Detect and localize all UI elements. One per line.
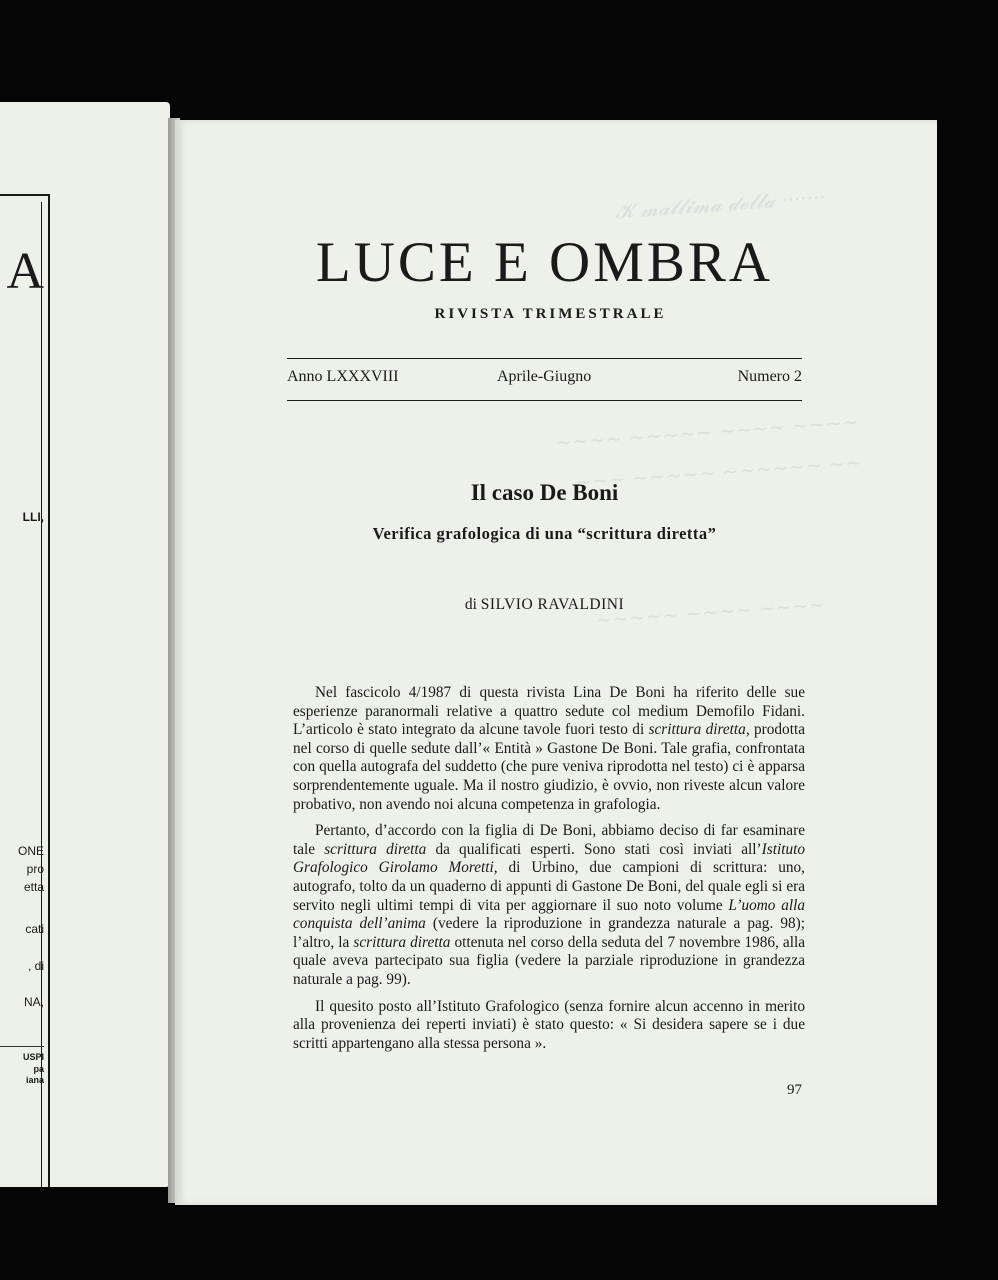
masthead: [287, 228, 802, 298]
left-page-fragment: LLI,: [22, 510, 44, 524]
left-page-border-frame: [0, 194, 50, 1187]
left-page-fragment: etta: [23, 880, 44, 894]
article-body: [293, 684, 805, 1061]
journal-page: 𝓚 𝓶𝓪𝓵𝓵𝓲𝓶𝓪 𝓭𝓮𝓵𝓵𝓪 ······· ~~~~ ~~~~~ ~~~~ ~~~~ ~~~ ~~~~~ ~~~~~~ ~~ ~~~~~ ~~~~ ~~~~ LUCE E OMBRA RIVISTA TRIMESTRALE Anno LXXXVIII Aprile-Giugno Numero 2 Il caso De Boni Verifica grafologica di una “scrittura diretta” di SILVIO RAVALDINI Nel fascicolo 4/1987 di questa rivista Lina De Boni ha riferito delle sue esperienze paranormali relative a quattro sedute col medium Demofilo Fidani. L’articolo è stato integrato da alcune tavole fuori testo di scrittura diretta, prodotta nel corso di quelle sedute dall’« Entità » Gastone De Boni. Tale grafia, confrontata con quella autografa del suddetto (che pure veniva riprodotta nel testo) ci è apparsa sorprendentemente uguale. Ma il nostro giudizio, è ovvio, non riveste alcun valore probativo, non avendo noi alcuna competenza in grafologia. Pertanto, d’accordo con la figlia di De Boni, abbiamo deciso di far esaminare tale scrittura diretta da qualificati esperti. Sono stati così inviati all’Istituto Grafologico Girolamo Moretti, di Urbino, due campioni di scrittura: uno, autografo, tolto da un quaderno di appunti di Gastone De Boni, del quale egli si era servito negli ultimi tempi di vita per aggiornare il suo noto volume L’uomo alla conquista dell’anima (vedere la riproduzione in grandezza naturale a pag. 98); l’altro, la scrittura diretta ottenuta nel corso della seduta del 7 novembre 1986, alla quale aveva partecipato sua figlia (vedere la parziale riproduzione in grandezza naturale a pag. 99). Il quesito posto all’Istituto Grafologico (senza fornire alcun accenno in merito alla provenienza dei reperti inviati) è stato questo: « Si desidera sapere se i due scritti appartengano alla stessa persona ». 97: [175, 120, 937, 1205]
paragraph: Pertanto, d’accordo con la figlia di De Boni, abbiamo deciso di far esaminare tale scrittura diretta da qualificati esperti. Sono stati così inviati all’Istituto Grafologico Girolamo Moretti, di Urbino, due campioni di scrittura: uno, autografo, tolto da un quaderno di appunti di Gastone De Boni, del quale egli si era servito negli ultimi tempi di vita per aggiornare il suo noto volume L’uomo alla conquista dell’anima (vedere la riproduzione in grandezza naturale a pag. 98); l’altro, la scrittura diretta ottenuta nel corso della seduta del 7 novembre 1986, alla quale aveva partecipato sua figlia (vedere la parziale riproduzione in grandezza naturale a pag. 99).: [293, 822, 806, 988]
article-author: [287, 596, 802, 614]
issue-period: Aprile-Giugno: [497, 368, 592, 385]
left-page-fragment: iana: [25, 1075, 44, 1085]
left-page-fragment: cati: [25, 922, 44, 936]
issue-number: Numero 2: [737, 368, 802, 385]
left-page-fragment: pro: [26, 862, 44, 876]
left-facing-page: [0, 102, 170, 1187]
page-number: 97: [787, 1082, 802, 1098]
masthead-rule-bottom: [287, 400, 802, 401]
journal-title: LUCE E OMBRA: [315, 231, 774, 294]
paragraph: Il quesito posto all’Istituto Grafologico (senza fornire alcun accenno in merito alla provenienza dei reperti inviati) è stato questo: « Si desidera sapere se i due scritti appartengano alla stessa persona ».: [293, 997, 805, 1052]
left-page-fragment: pa: [33, 1064, 44, 1074]
left-page-fragment: NA,: [23, 995, 44, 1009]
left-page-rule: [0, 1046, 44, 1047]
issue-info: [287, 368, 802, 392]
left-page-fragment: A: [6, 243, 44, 300]
author-prefix: di: [464, 596, 477, 613]
left-page-fragment: USPI: [22, 1052, 44, 1062]
issue-year: Anno LXXXVIII: [287, 368, 399, 385]
left-page-fragment: ONE: [17, 844, 44, 858]
masthead-rule-top: [287, 358, 802, 359]
article-subtitle: Verifica grafologica di una “scrittura diretta”: [372, 524, 717, 543]
author-name: SILVIO RAVALDINI: [480, 596, 625, 613]
article-title: Il caso De Boni: [470, 480, 619, 505]
journal-subtitle: RIVISTA TRIMESTRALE: [434, 306, 667, 322]
left-page-fragment: , di: [27, 959, 44, 973]
paragraph: Nel fascicolo 4/1987 di questa rivista Lina De Boni ha riferito delle sue esperienze paranormali relative a quattro sedute col medium Demofilo Fidani. L’articolo è stato integrato da alcune tavole fuori testo di scrittura diretta, prodotta nel corso di quelle sedute dall’« Entità » Gastone De Boni. Tale grafia, confrontata con quella autografa del suddetto (che pure veniva riprodotta nel testo) ci è apparsa sorprendentemente uguale. Ma il nostro giudizio, è ovvio, non riveste alcun valore probativo, non avendo noi alcuna competenza in grafologia.: [293, 684, 805, 813]
